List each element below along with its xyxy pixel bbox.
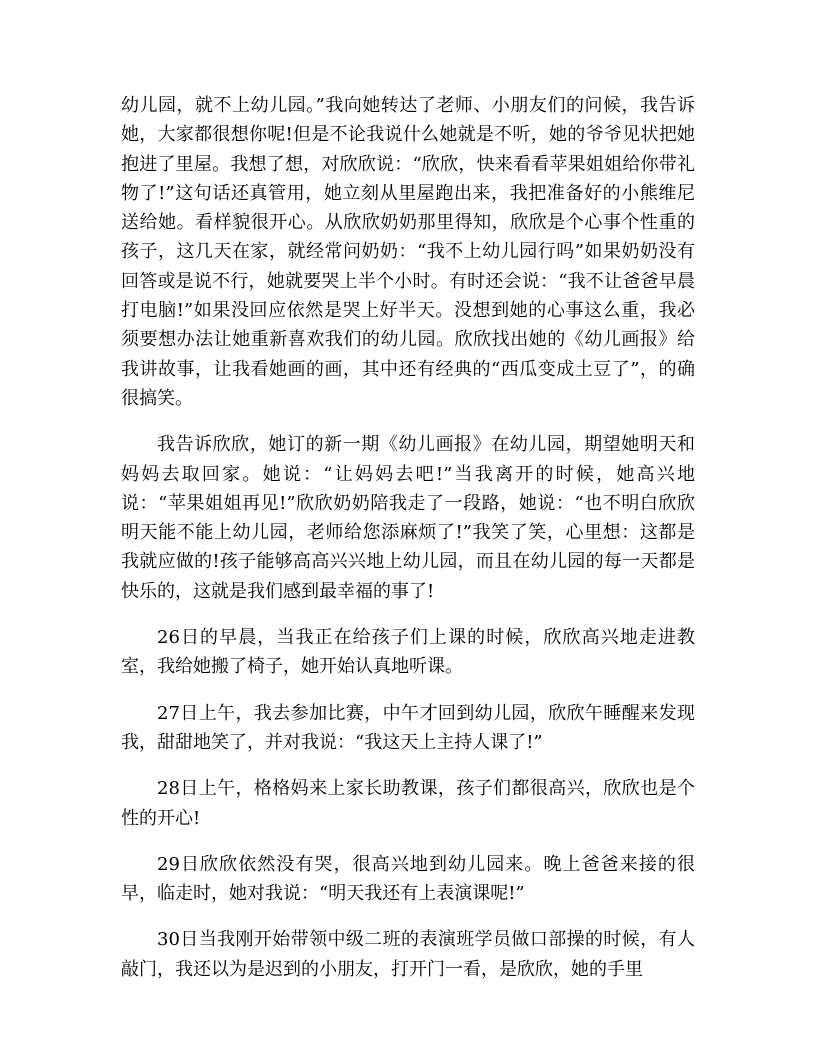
paragraph-2: 我告诉欣欣，她订的新一期《幼儿画报》在幼儿园，期望她明天和妈妈去取回家。她说：“让妈妈去吧!”当我离开的时候，她高兴地说：“苹果姐姐再见!”欣欣奶奶陪我走了一段路，她说：“也不明白欣欣明天能不能上幼儿园，老师给您添麻烦了!”我笑了笑，心里想：这都是我就应做的!孩子能够高高兴兴地上幼儿园，而且在幼儿园的每一天都是快乐的，这就是我们感到最幸福的事了! xyxy=(121,434,695,602)
paragraph-5: 28日上午，格格妈来上家长助教课，孩子们都很高兴，欣欣也是个性的开心! xyxy=(121,778,695,829)
paragraph-1: 幼儿园，就不上幼儿园。”我向她转达了老师、小朋友们的问候，我告诉她，大家都很想你呢!但是不论我说什么她就是不听，她的爷爷见状把她抱进了里屋。我想了想，对欣欣说：“欣欣，快来看看苹果姐姐给你带礼物了!”这句话还真管用，她立刻从里屋跑出来，我把准备好的小熊维尼送给她。看样貌很开心。从欣欣奶奶那里得知，欣欣是个心事个性重的孩子，这几天在家，就经常问奶奶：“我不上幼儿园行吗”如果奶奶没有回答或是说不行，她就要哭上半个小时。有时还会说：“我不让爸爸早晨打电脑!”如果没回应依然是哭上好半天。没想到她的心事这么重，我必须要想办法让她重新喜欢我们的幼儿园。欣欣找出她的《幼儿画报》给我讲故事，让我看她画的画，其中还有经典的“西瓜变成土豆了”，的确很搞笑。 xyxy=(121,95,695,409)
paragraph-6: 29日欣欣依然没有哭，很高兴地到幼儿园来。晚上爸爸来接的很早，临走时，她对我说：“明天我还有上表演课呢!” xyxy=(121,853,695,905)
paragraph-7: 30日当我刚开始带领中级二班的表演班学员做口部操的时候，有人敲门，我还以为是迟到的小朋友，打开门一看，是欣欣，她的手里 xyxy=(121,929,695,980)
paragraph-4: 27日上午，我去参加比赛，中午才回到幼儿园，欣欣午睡醒来发现我，甜甜地笑了，并对我说：“我这天上主持人课了!” xyxy=(121,702,695,753)
paragraph-3: 26日的早晨，当我正在给孩子们上课的时候，欣欣高兴地走进教室，我给她搬了椅子，她开始认真地听课。 xyxy=(121,627,695,678)
document-body xyxy=(121,91,695,1001)
